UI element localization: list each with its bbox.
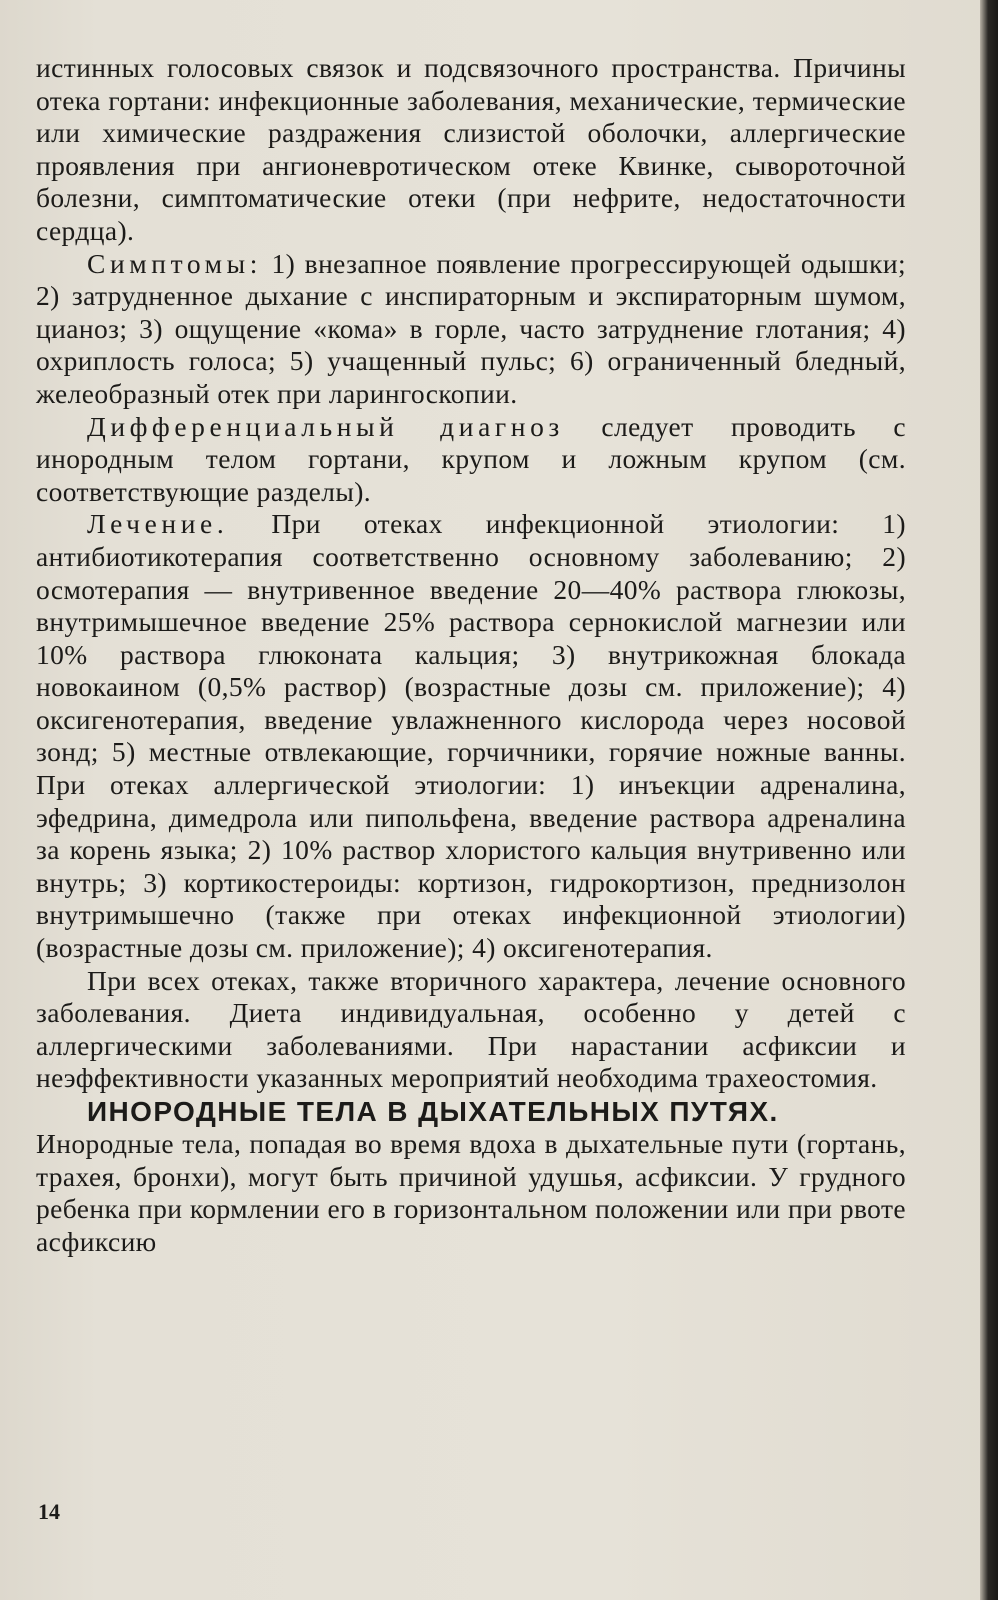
section-heading: ИНОРОДНЫЕ ТЕЛА В ДЫХАТЕЛЬНЫХ ПУТЯХ.	[87, 1096, 779, 1127]
paragraph-general: При всех отеках, также вторичного характера, лечение основного заболевания. Диета индивидуальная, особенно у детей с аллергическими заболеваниями. При нарастании асфиксии и неэффективности указанных мероприятий необходима трахеостомия.	[36, 964, 906, 1094]
paragraph-intro: истинных голосовых связок и подсвязочного пространства. Причины отека гортани: инфекционные заболевания, механические, термические или химические раздражения слизистой оболочки, аллергические проявления при ангионевротическом отеке Квинке, сывороточной болезни, симптоматические отеки (при нефрите, недостаточности сердца).	[36, 52, 906, 246]
symptoms-label: Симптомы:	[87, 247, 262, 279]
page-number: 14	[38, 1499, 60, 1524]
treatment-label: Лечение.	[87, 508, 229, 540]
paragraph-symptoms	[36, 248, 906, 411]
diagnosis-text: следует проводить с инородным телом гортани, крупом и ложным крупом (см. соответствующие разделы).	[36, 410, 906, 507]
paragraph-treatment	[36, 508, 906, 964]
paragraph-foreign-bodies: Инородные тела, попадая во время вдоха в дыхательные пути (гортань, трахея, бронхи), могут быть причиной удушья, асфиксии. У грудного ребенка при кормлении его в горизонтальном положении или при рвоте асфиксию	[36, 1128, 906, 1257]
symptoms-text: 1) внезапное появление прогрессирующей одышки; 2) затрудненное дыхание с инспираторным и экспираторным шумом, цианоз; 3) ощущение «кома» в горле, часто затруднение глотания; 4) охриплость голоса; 5) учащенный пульс; 6) ограниченный бледный, желеобразный отек при ларингоскопии.	[36, 247, 906, 409]
paragraph-diagnosis	[36, 411, 906, 509]
diagnosis-label: Дифференциальный диагноз	[87, 410, 564, 442]
treatment-text: При отеках инфекционной этиологии: 1) антибиотикотерапия соответственно основному заболеванию; 2) осмотерапия — внутривенное введение 20—40% раствора глюкозы, внутримышечное введение 25% раствора сернокислой магнезии или 10% раствора глюконата кальция; 3) внутрикожная блокада новокаином (0,5% раствор) (возрастные дозы см. приложение); 4) оксигенотерапия, введение увлажненного кислорода через носовой зонд; 5) местные отвлекающие, горчичники, горячие ножные ванны. При отеках аллергической этиологии: 1) инъекции адреналина, эфедрина, димедрола или пипольфена, введение раствора адреналина за корень языка; 2) 10% раствор хлористого кальция внутривенно или внутрь; 3) кортикостероиды: кортизон, гидрокортизон, преднизолон внутримышечно (также при отеках инфекционной этиологии) (возрастные дозы см. приложение); 4) оксигенотерапия.	[36, 508, 906, 964]
page-edge-shadow	[980, 0, 998, 1600]
page-text	[36, 52, 906, 1258]
